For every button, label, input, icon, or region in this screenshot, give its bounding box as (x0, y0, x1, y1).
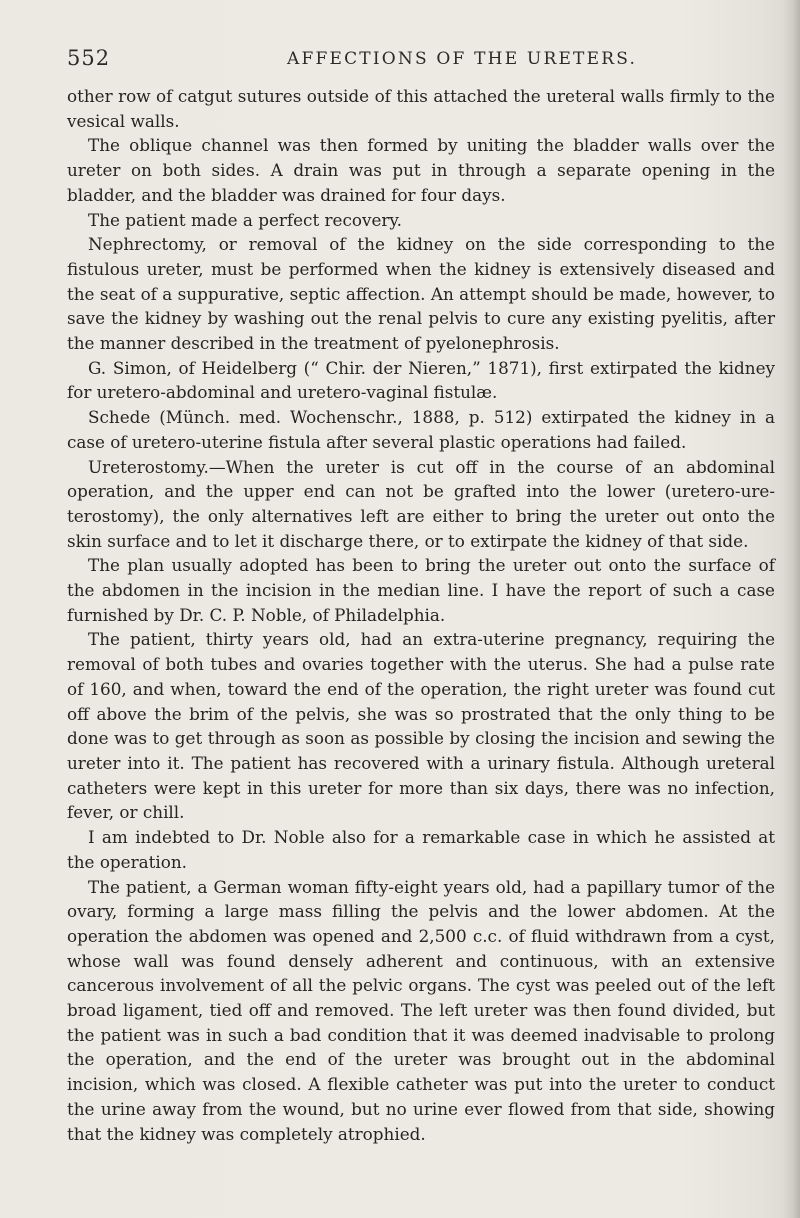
paragraph-nephrectomy: Nephrectomy, or removal of the kidney on the side corresponding to the fistulous ureter, must be performed when the kidney is extensively diseased and the seat of a suppurative, septic affection. An attempt should be made, however, to save the kidney by washing out the renal pelvis to cure any existing pyelitis, after the manner described in the treatment of pyelonephrosis. (67, 234, 775, 354)
paragraph-plan: The plan usually adopted has been to bring the ureter out onto the surface of the abdomen in the incision in the median line. I have the report of such a case furnished by Dr. C. P. Noble, of Philadelphia. (67, 555, 775, 625)
paragraph-simon: G. Simon, of Heidelberg (“ Chir. der Nieren,” 1871), first extirpated the kidney for uretero-abdominal and uretero-vaginal fistulæ. (67, 357, 775, 403)
paragraph-case-two: The patient, a German woman fifty-eight years old, had a papillary tumor of the ovary, forming a large mass filling the pelvis and the lower abdomen. At the operation the abdomen was opened and 2,500 c.c. of fluid withdrawn from a cyst, whose wall was found densely adherent and continuous, with an extensive cancerous involvement of all the pelvic organs. The cyst was peeled out of the left broad ligament, tied off and removed. The left ureter was then found divided, but the patient was in such a bad condition that it was deemed inadvisable to prolong the operation, and the end of the ureter was brought out in the abdominal incision, which was closed. A flexible catheter was put into the ureter to conduct the urine away from the wound, but no urine ever flowed from that side, showing that the kidney was completely atrophied. (67, 876, 775, 1144)
page-number: 552 (67, 46, 111, 70)
paragraph-indebted: I am indebted to Dr. Noble also for a remarkable case in which he assisted at the operation. (67, 827, 775, 872)
paragraph-schede: Schede (Münch. med. Wochenschr., 1888, p. 512) extirpated the kidney in a case of uretero-uterine fistula after several plastic operations had failed. (67, 407, 775, 452)
paragraph-continuation: other row of catgut sutures outside of this attached the ureteral walls firmly to the vesical walls. (67, 86, 775, 131)
paragraph-oblique-channel: The oblique channel was then formed by uniting the bladder walls over the ureter on both sides. A drain was put in through a separate opening in the bladder, and the bladder was drained for four days. (67, 135, 775, 205)
page-edge-shadow (782, 0, 800, 1218)
paragraph-ureterostomy: Ureterostomy.—When the ureter is cut off in the course of an abdominal operation, and the upper end can not be grafted into the lower (uretero-ure-terostomy), the only alternatives left are either to bring the ureter out onto the skin surface and to let it discharge there, or to extirpate the kidney of that side. (67, 456, 775, 551)
body-text (67, 84, 775, 1146)
paragraph-case-one: The patient, thirty years old, had an extra-uterine pregnancy, requiring the removal of both tubes and ovaries together with the uterus. She had a pulse rate of 160, and when, toward the end of the operation, the right ureter was found cut off above the brim of the pelvis, she was so prostrated that the only thing to be done was to get through as soon as possible by closing the incision and sewing the ureter into it. The patient has recovered with a urinary fistula. Although ureteral catheters were kept in this ureter for more than six days, there was no infection, fever, or chill. (67, 629, 775, 823)
page-header (67, 46, 767, 82)
running-head: AFFECTIONS OF THE URETERS. (287, 49, 638, 69)
paragraph-recovery: The patient made a perfect recovery. (88, 209, 402, 230)
